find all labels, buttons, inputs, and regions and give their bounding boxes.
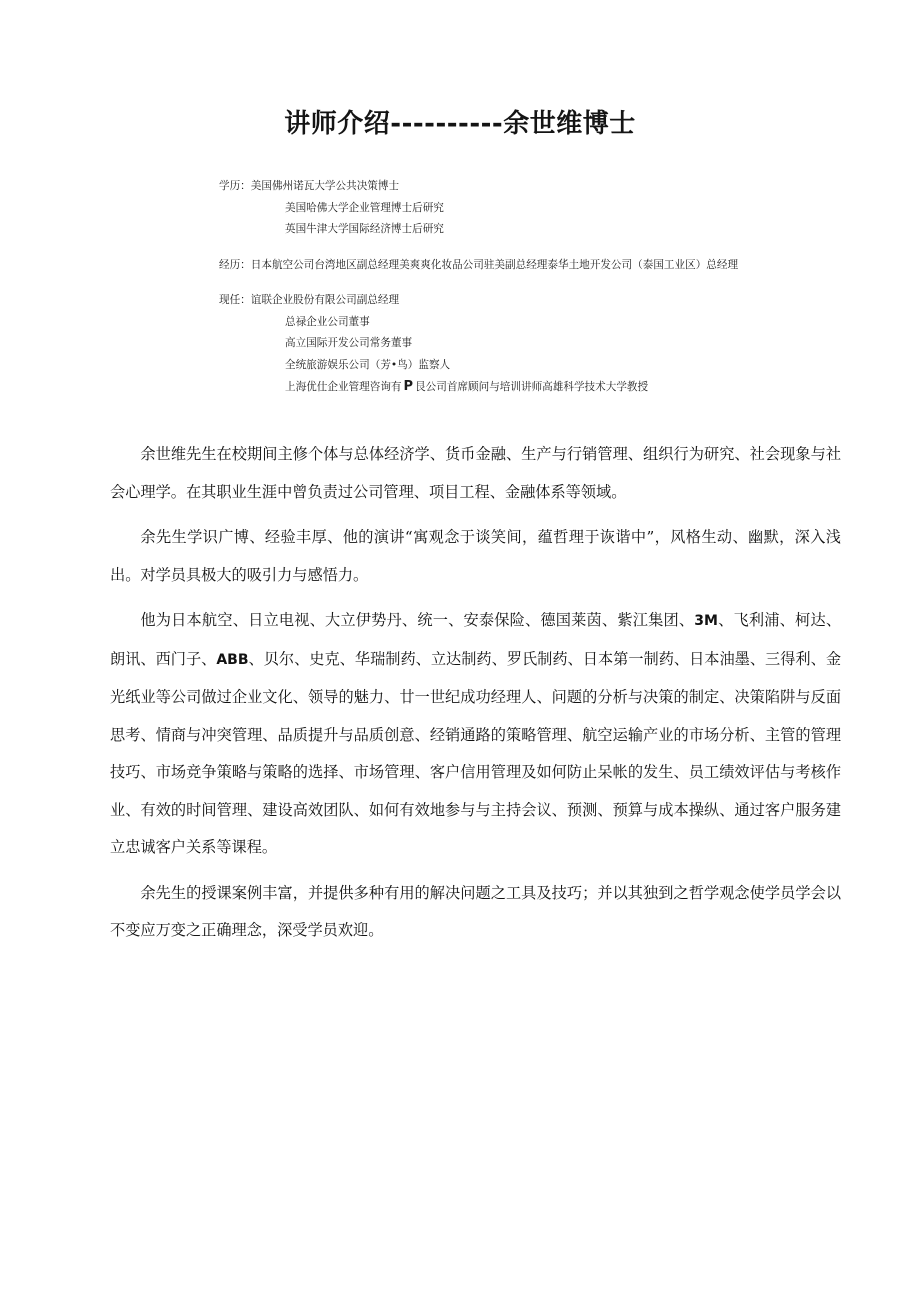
brand-name-abb: ABB bbox=[216, 651, 249, 668]
body-content bbox=[110, 436, 841, 950]
credential-line: 美国哈佛大学企业管理博士后研究 bbox=[285, 201, 444, 214]
credential-group-current bbox=[219, 290, 919, 399]
credentials-block bbox=[219, 176, 919, 399]
credential-text: 美国佛州诺瓦大学公共决策博士 bbox=[250, 180, 400, 192]
credential-text: 艮公司首席顾问与培训讲师高雄科学技术大学教授 bbox=[415, 381, 649, 393]
credential-line bbox=[219, 255, 919, 277]
paragraph-text-segment: 、飞利浦、柯达、朗讯、西门子、 bbox=[110, 611, 842, 668]
latin-p-glyph: P bbox=[403, 379, 414, 394]
credential-text: 谊联企业股份有限公司副总经理 bbox=[250, 294, 400, 306]
credential-label-current: 现任： bbox=[219, 294, 251, 306]
paragraph-client-list bbox=[110, 602, 841, 867]
credential-line: 高立国际开发公司常务董事 bbox=[285, 337, 413, 349]
credential-line bbox=[219, 290, 919, 312]
credential-text: 上海优仕企业管理咨询有 bbox=[285, 381, 402, 393]
paragraph-text-segment: 、贝尔、史克、华瑞制药、立达制药、罗氏制药、日本第一制药、日本油墨、三得利、金光纸业等公司做过企业文化、领导的魅力、廿一世纪成功经理人、问题的分析与决策的制定、决策陷阱与反面思考、情商与冲突管理、品质提升与品质创意、经销通路的策略管理、航空运输产业的市场分析、主管的管理技巧、市场竞争策略与策略的选择、市场管理、客户信用管理及如何防止呆帐的发生、员工绩效评估与考核作业、有效的时间管理、建设高效团队、如何有效地参与与主持会议、预测、预算与成本操纵、通过客户服务建立忠诚客户关系等课程。 bbox=[110, 649, 842, 856]
credential-group-education bbox=[219, 176, 919, 241]
brand-name-3m: 3M bbox=[694, 613, 718, 629]
credential-label-education: 学历： bbox=[219, 180, 251, 192]
credential-line: 全统旅游娱乐公司（芳•鸟）监察人 bbox=[285, 358, 451, 371]
credential-label-experience: 经历： bbox=[219, 258, 251, 271]
paragraph-teaching-approach: 余先生的授课案例丰富，并提供多种有用的解决问题之工具及技巧；并以其独到之哲学观念使学员学会以不变应万变之正确理念，深受学员欢迎。 bbox=[110, 883, 841, 939]
page-title: 讲师介绍----------余世维博士 bbox=[284, 109, 636, 139]
credential-line: 英国牛津大学国际经济博士后研究 bbox=[285, 223, 444, 235]
paragraph-text-segment: 他为日本航空、日立电视、大立伊势丹、统一、安泰保险、德国莱茵、紫江集团、 bbox=[140, 611, 695, 629]
paragraph-speaking-style: 余先生学识广博、经验丰厚、他的演讲“寓观念于谈笑间，蕴哲理于诙谐中”，风格生动、幽默，深入浅出。对学员具极大的吸引力与感悟力。 bbox=[110, 528, 841, 584]
credential-line: 总禄企业公司董事 bbox=[285, 315, 370, 328]
credential-line bbox=[219, 376, 919, 399]
paragraph-education-background: 余世维先生在校期间主修个体与总体经济学、货币金融、生产与行销管理、组织行为研究、社会现象与社会心理学。在其职业生涯中曾负责过公司管理、项目工程、金融体系等领域。 bbox=[110, 445, 841, 501]
credential-group-experience bbox=[219, 255, 919, 277]
credential-text: 日本航空公司台湾地区副总经理美爽爽化妆品公司驻美副总经理泰华土地开发公司（泰国工业区）总经理 bbox=[250, 258, 739, 271]
credential-line bbox=[219, 176, 919, 198]
